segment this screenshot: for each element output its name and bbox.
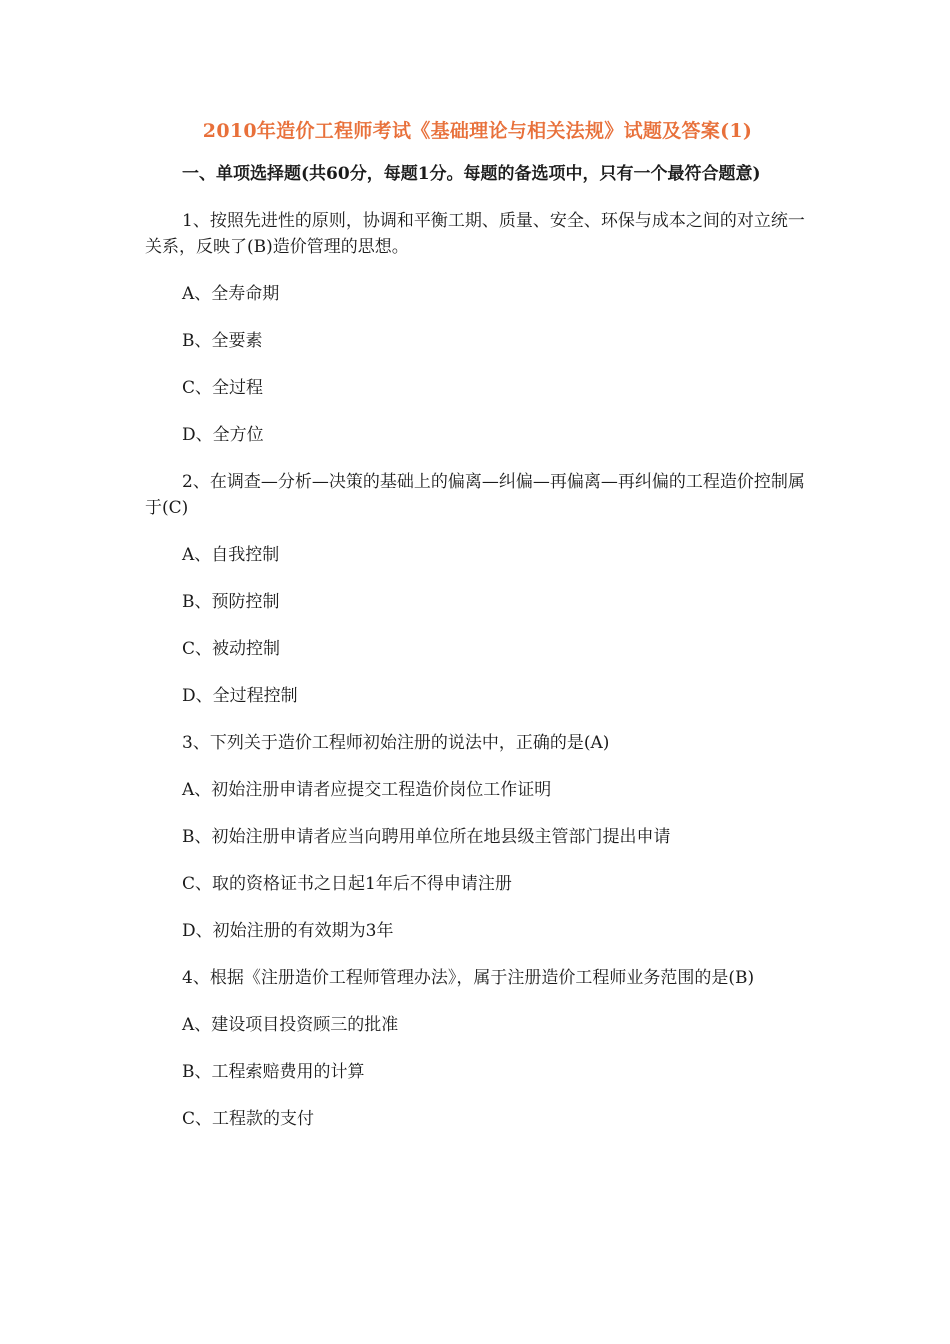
question-text: 4、根据《注册造价工程师管理办法》，属于注册造价工程师业务范围的是(B) [182,968,755,988]
option-a: A、初始注册申请者应提交工程造价岗位工作证明 [182,780,552,800]
section-heading: 一、单项选择题(共60分，每题1分。每题的备选项中，只有一个最符合题意) [182,164,761,184]
question-text: 2、在调查—分析—决策的基础上的偏离—纠偏—再偏离—再纠偏的工程造价控制属于(C) [145,472,805,518]
question-1 [145,208,810,448]
document-page [145,118,810,1153]
option-d: D、初始注册的有效期为3年 [182,921,394,941]
option-a: A、建设项目投资顾三的批准 [182,1015,399,1035]
document-title: 2010年造价工程师考试《基础理论与相关法规》试题及答案(1) [202,120,753,142]
option-c: C、工程款的支付 [182,1109,315,1129]
question-3 [145,730,810,944]
option-b: B、工程索赔费用的计算 [182,1062,365,1082]
option-d: D、全方位 [182,425,264,445]
question-text: 3、下列关于造价工程师初始注册的说法中，正确的是(A) [182,733,610,753]
option-b: B、预防控制 [182,592,280,612]
option-c: C、取的资格证书之日起1年后不得申请注册 [182,874,512,894]
option-d: D、全过程控制 [182,686,298,706]
option-c: C、全过程 [182,378,264,398]
option-c: C、被动控制 [182,639,281,659]
option-a: A、全寿命期 [182,284,280,304]
option-a: A、自我控制 [182,545,280,565]
option-b: B、全要素 [182,331,263,351]
question-2 [145,469,810,709]
option-b: B、初始注册申请者应当向聘用单位所在地县级主管部门提出申请 [182,827,671,847]
question-text: 1、按照先进性的原则，协调和平衡工期、质量、安全、环保与成本之间的对立统一关系，反映了(B)造价管理的思想。 [145,211,805,257]
question-4 [145,965,810,1132]
